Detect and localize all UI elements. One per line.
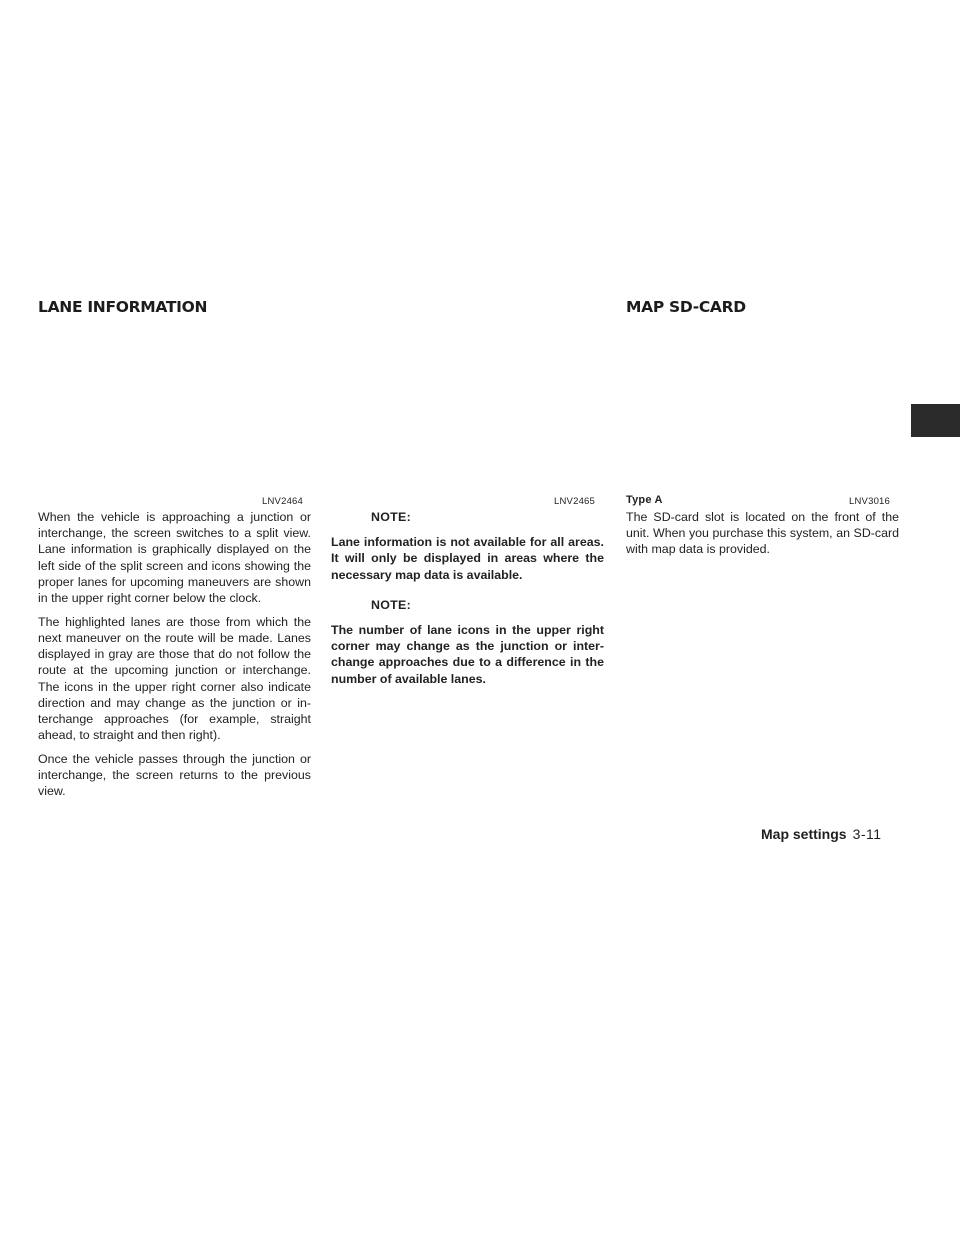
note-label: NOTE:	[371, 597, 412, 612]
chapter-thumb-tab	[911, 404, 960, 437]
figure-caption-lnv3016: LNV3016	[849, 496, 891, 507]
map-sd-card-column	[626, 509, 899, 565]
paragraph-highlighted-lanes: The highlighted lanes are those from which the next maneuver on the route will be made. Lanes displayed in gray are those that do not follow the route at the upcoming junction or interchange. The icons in the upper right corner also indicate direction and may change as the junction or in-terchange approaches (for example, straight ahead, to straight and then right).	[38, 614, 311, 743]
note-lane-availability: Lane information is not available for all areas. It will only be displayed in areas where the necessary map data is available.	[331, 535, 604, 582]
figure-caption-lnv2465: LNV2465	[554, 496, 596, 507]
note-lane-icon-count: The number of lane icons in the upper right corner may change as the junction or inter-change approaches due to a difference in the number of available lanes.	[331, 623, 604, 686]
paragraph-sd-card-slot: The SD-card slot is located on the front of the unit. When you purchase this system, an SD-card with map data is provided.	[626, 510, 899, 557]
figure-caption-lnv2464: LNV2464	[262, 496, 304, 507]
paragraph-split-view: When the vehicle is approaching a junction or interchange, the screen switches to a split view. Lane information is graphically displayed on the left side of the split screen and icons showing the proper lanes for upcoming maneuvers are shown in the upper right corner below the clock.	[38, 510, 311, 606]
footer-section-name: Map settings	[761, 826, 847, 842]
paragraph-returns-to-view: Once the vehicle passes through the junction or interchange, the screen returns to the previous view.	[38, 751, 311, 799]
section-title-map-sd-card: MAP SD-CARD	[626, 298, 746, 316]
lane-information-column	[38, 509, 311, 807]
page-footer	[761, 826, 882, 842]
note-label: NOTE:	[371, 510, 412, 524]
notes-column	[331, 509, 604, 701]
section-title-lane-information: LANE INFORMATION	[38, 298, 208, 316]
figure-label-type-a: Type A	[626, 494, 663, 506]
page-number: 3-11	[852, 826, 882, 842]
